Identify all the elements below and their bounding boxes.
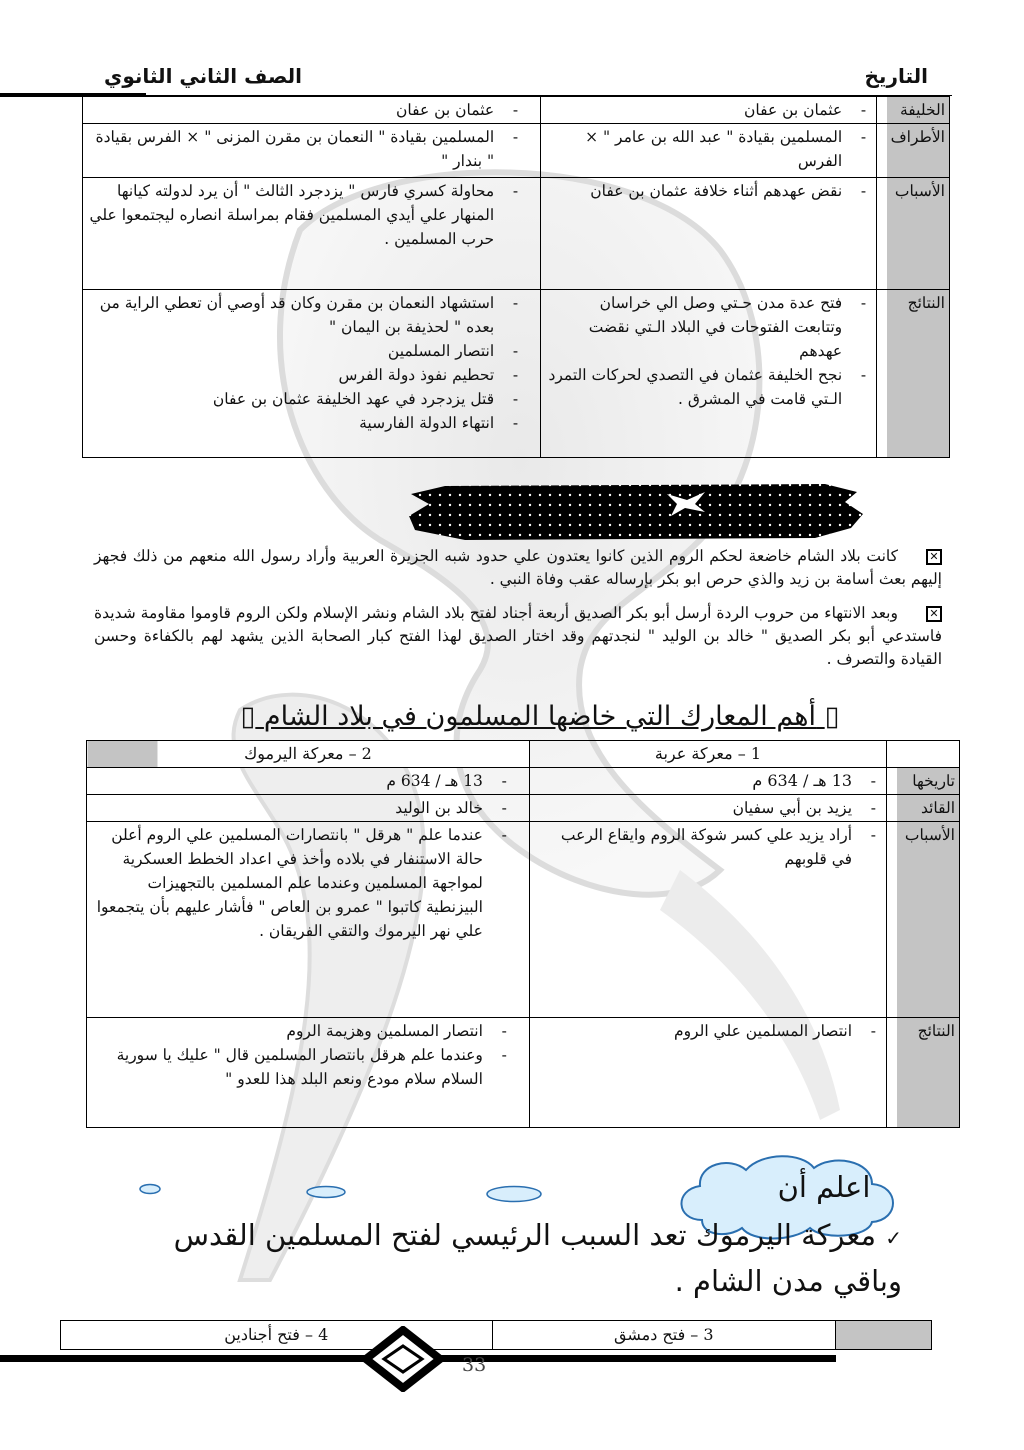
decorative-banner — [405, 480, 867, 544]
grade-title: الصف الثاني الثانوي — [104, 64, 303, 88]
cell-left: - محاولة كسري فارس " يزدجرد الثالث " أن يرد لدولته كيانها المنهار علي أيدي المسلمين فقام بمراسلة انصاره ليجتمعوا علي حرب المسلمين . — [83, 178, 541, 290]
know-text: ✓ معركة اليرموك تعد السبب الرئيسي لفتح المسلمين القدس وباقي مدن الشام . — [173, 1218, 902, 1298]
cell-left: - انتصار المسلمين وهزيمة الروم - وعندما علم هرقل بانتصار المسلمين قال " عليك يا سورية السلام سلام مودع ونعم البلد هذا للعدو " — [87, 1018, 530, 1128]
cell-right: - فتح عدة مدن حـتي وصل الي خراسان وتتابعت الفتوحات في البلاد الـتي نقضت عهدهم - نجح الخليفة عثمان في التصدي لحركات التمرد الـتي قامت في المشرق . — [541, 290, 877, 458]
cell-left: - المسلمين بقيادة " النعمان بن مقرن المزنى " × الفرس بقيادة " بندار " — [83, 124, 541, 178]
table-row — [83, 97, 950, 124]
row-label: تاريخها — [887, 768, 960, 795]
table-row — [61, 1321, 932, 1350]
column-header-right: 1 – معركة عربة — [529, 741, 886, 768]
bubble-icon — [304, 1184, 348, 1200]
cell-right: - عثمان بن عفان — [541, 97, 877, 124]
cell-right: - أراد يزيد علي كسر شوكة الروم وايقاع الرعب في قلوبهم — [529, 822, 886, 1018]
footer-shade-cell — [836, 1321, 932, 1350]
paragraph-2: ✕وبعد الانتهاء من حروب الردة أرسل أبو بكر الصديق أربعة أجناد لفتح بلاد الشام ونشر الإسلام ولكن الروم قاوموا مقاومة شديدة فاستدعي أبو بكر الصديق " خالد بن الوليد " لنجدتهم وقد اختار الصديق لهذا الفتح كبار الصحابة الذين يشهد لهم بالكفاءة وحسن القيادة والتصرف . — [94, 604, 942, 668]
cell-left: - 13 هـ / 634 م — [87, 768, 530, 795]
bubble-icon — [138, 1182, 162, 1196]
row-label: الأسباب — [877, 178, 950, 290]
cell-right: - يزيد بن أبي سفيان — [529, 795, 886, 822]
checkbox-icon: ✕ — [926, 549, 942, 565]
box-icon: ▯ — [824, 701, 840, 732]
table-row — [87, 795, 960, 822]
footer-table — [60, 1320, 932, 1350]
page-number: 33 — [462, 1354, 487, 1376]
footer-cell-right: 3 – فتح دمشق — [492, 1321, 836, 1350]
row-label: الأطراف — [877, 124, 950, 178]
battles-table — [86, 740, 960, 1128]
cell-left: - استشهاد النعمان بن مقرن وكان قد أوصي أن تعطي الراية من بعده " لحذيفة بن اليمان " - انتصار المسلمين - تحطيم نفوذ دولة الفرس - قتل يزدجرد في عهد الخليفة عثمان بن عفان - انتهاء الدولة الفارسية — [83, 290, 541, 458]
conquest-table — [82, 96, 950, 458]
row-label: النتائج — [887, 1018, 960, 1128]
cell-right: - 13 هـ / 634 م — [529, 768, 886, 795]
checkbox-icon: ✕ — [926, 606, 942, 622]
subject-title: التاريخ — [864, 64, 928, 88]
column-header-left: 2 – معركة اليرموك — [87, 741, 530, 768]
know-title: اعلم أن — [777, 1170, 871, 1204]
cell-left: - عندما علم " هرقل " بانتصارات المسلمين علي الروم أعلن حالة الاستنفار في بلاده وأخذ في اعداد الخطط العسكرية لمواجهة المسلمين وعندما علم المسلمين بالتجهيزات البيزنطية كاتبوا " عمرو بن العاص " فأشار عليهم بأن يتجمعوا علي نهر اليرموك والتقي الفريقان . — [87, 822, 530, 1018]
row-label: الأسباب — [887, 822, 960, 1018]
header-corner — [887, 741, 960, 768]
table-header-row — [87, 741, 960, 768]
cell-left: - عثمان بن عفان — [83, 97, 541, 124]
row-label: النتائج — [877, 290, 950, 458]
cell-right: - انتصار المسلمين علي الروم — [529, 1018, 886, 1128]
paragraph-1: ✕كانت بلاد الشام خاضعة لحكم الروم الذين كانوا يعتدون علي حدود شبه الجزيرة العربية وأراد رسول الله منعهم من ذلك فجهز إليهم بعث أسامة بن زيد والذي حرص ابو بكر بإرساله عقب وفاة النبي . — [94, 547, 942, 588]
table-row — [83, 178, 950, 290]
cell-right: - نقض عهدهم أثناء خلافة عثمان بن عفان — [541, 178, 877, 290]
table-row — [83, 290, 950, 458]
footer-cell-left: 4 – فتح أجنادين — [61, 1321, 493, 1350]
table-row — [83, 124, 950, 178]
row-label: القائد — [887, 795, 960, 822]
diamond-ornament-icon — [362, 1326, 444, 1392]
box-icon: ▯ — [240, 701, 256, 732]
cell-left: - خالد بن الوليد — [87, 795, 530, 822]
check-icon: ✓ — [885, 1226, 902, 1250]
battles-heading: ▯ أهم المعارك التي خاضها المسلمون في بلاد الشام ▯ — [240, 701, 840, 732]
table-row — [87, 822, 960, 1018]
table-row — [87, 1018, 960, 1128]
row-label: الخليفة — [877, 97, 950, 124]
bubble-icon — [484, 1184, 544, 1204]
table-row — [87, 768, 960, 795]
cell-right: - المسلمين بقيادة " عبد الله بن عامر " × الفرس — [541, 124, 877, 178]
